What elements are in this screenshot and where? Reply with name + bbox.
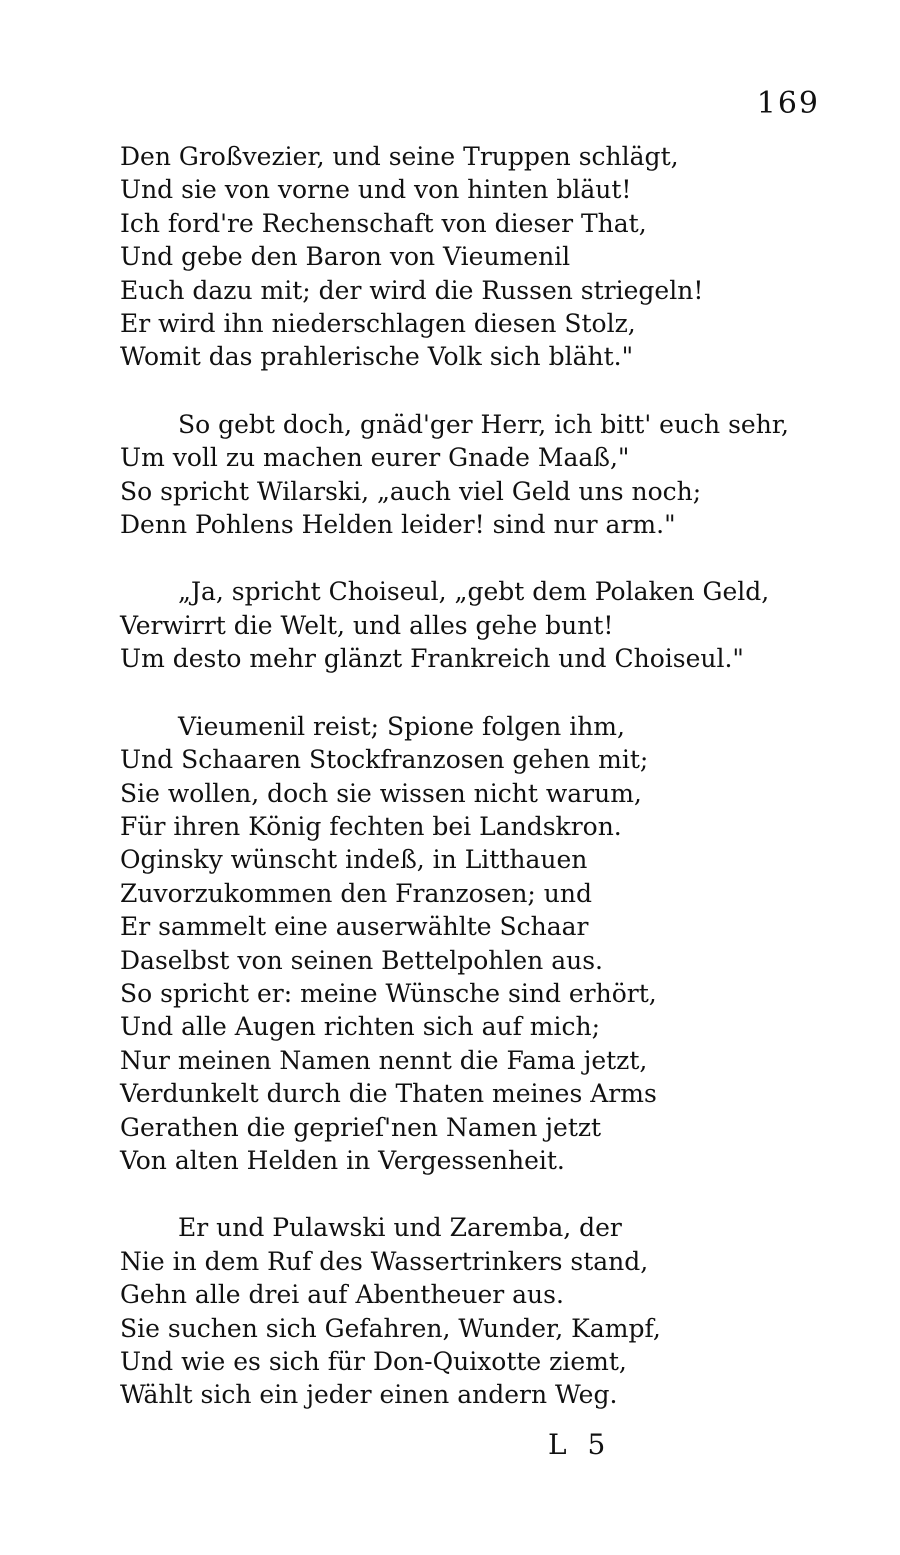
- verse-line: Den Großvezier, und seine Truppen schlägt,: [120, 142, 679, 171]
- verse-line: Verdunkelt durch die Thaten meines Arms: [120, 1079, 657, 1109]
- verse-line: Denn Pohlens Helden leider! sind nur arm.": [120, 510, 676, 540]
- verse-line: Um voll zu machen eurer Gnade Maaß,": [120, 443, 630, 473]
- verse-line: Gerathen die geprieſ'nen Namen jetzt: [120, 1112, 602, 1142]
- signature-mark: L 5: [548, 1428, 612, 1461]
- verse-line: Von alten Helden in Vergessenheit.: [120, 1145, 565, 1175]
- verse-line: Nie in dem Ruf des Wassertrinkers stand,: [120, 1246, 649, 1276]
- stanza: [120, 575, 810, 675]
- verse-line: Und Schaaren Stockfranzosen gehen mit;: [120, 745, 649, 775]
- stanza: [120, 408, 810, 542]
- verse-line: Zuvorzukommen den Franzosen; und: [120, 878, 592, 908]
- verse-line: Und sie von vorne und von hinten bläut!: [120, 175, 632, 205]
- verse-line: Er wird ihn niederschlagen diesen Stolz,: [120, 309, 636, 339]
- verse-line: Und gebe den Baron von Vieumenil: [120, 242, 571, 272]
- stanza: [120, 710, 810, 1178]
- page-number: 169: [756, 86, 820, 121]
- verse-line: Er und Pulawski und Zaremba, der: [178, 1213, 622, 1243]
- verse-line: Womit das prahlerische Volk sich bläht.": [120, 342, 634, 372]
- verse-line: Wählt sich ein jeder einen andern Weg.: [120, 1380, 618, 1410]
- verse-line: Um desto mehr glänzt Frankreich und Choiseul.": [120, 644, 744, 674]
- poem-text: [120, 140, 810, 1446]
- stanza: [120, 140, 810, 374]
- verse-line: Und wie es sich für Don-Quixotte ziemt,: [120, 1347, 627, 1376]
- verse-line: Vieumenil reist; Spione folgen ihm,: [178, 711, 625, 741]
- verse-line: So gebt doch, gnäd'ger Herr, ich bitt' euch sehr,: [178, 409, 789, 439]
- verse-line: „Ja, spricht Choiseul, „gebt dem Polaken Geld,: [178, 577, 770, 607]
- verse-line: Gehn alle drei auf Abentheuer aus.: [120, 1280, 564, 1310]
- verse-line: Oginsky wünscht indeß, in Litthauen: [120, 845, 588, 875]
- verse-line: So spricht er: meine Wünsche sind erhört,: [120, 978, 657, 1008]
- verse-line: Nur meinen Namen nennt die Fama jetzt,: [120, 1045, 648, 1075]
- verse-line: Für ihren König fechten bei Landskron.: [120, 811, 622, 841]
- stanza: [120, 1211, 810, 1411]
- verse-line: Daselbst von seinen Bettelpohlen aus.: [120, 945, 604, 975]
- verse-line: Verwirrt die Welt, und alles gehe bunt!: [120, 610, 614, 640]
- verse-line: Euch dazu mit; der wird die Russen striegeln!: [120, 275, 704, 305]
- verse-line: Sie suchen sich Gefahren, Wunder, Kampf,: [120, 1313, 661, 1343]
- verse-line: Ich ford're Rechenschaft von dieser That,: [120, 208, 647, 238]
- verse-line: Er sammelt eine auserwählte Schaar: [120, 912, 589, 942]
- verse-line: Sie wollen, doch sie wissen nicht warum,: [120, 778, 642, 808]
- verse-line: So spricht Wilarski, „auch viel Geld uns noch;: [120, 476, 702, 506]
- verse-line: Und alle Augen richten sich auf mich;: [120, 1012, 601, 1042]
